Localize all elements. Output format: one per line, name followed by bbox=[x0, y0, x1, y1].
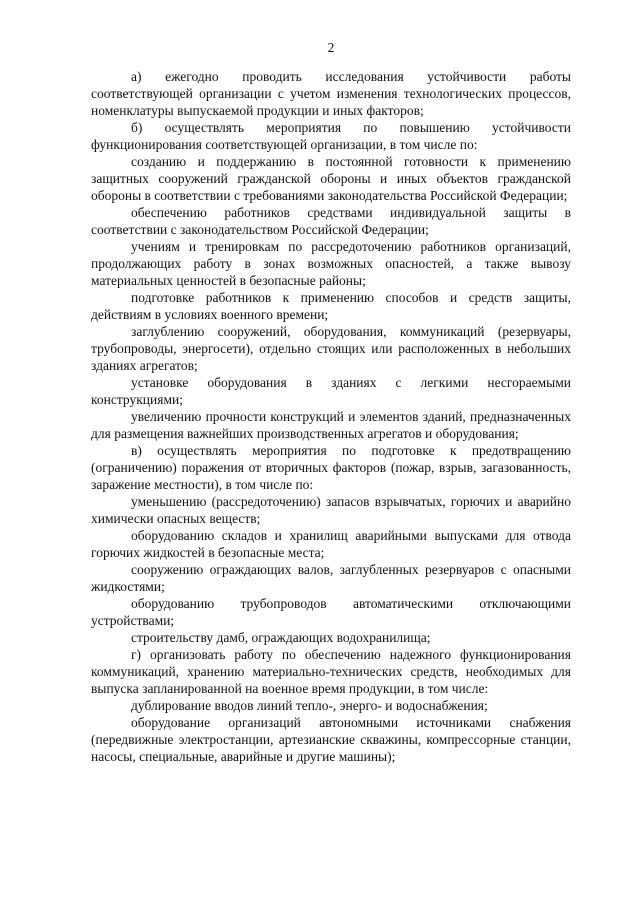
paragraph: в) осуществлять мероприятия по подготовке к предотвращению (ограничению) поражения от вторичных факторов (пожар, взрыв, загазованность, заражение местности), в том числе по: bbox=[91, 443, 571, 492]
paragraph: оборудованию складов и хранилищ аварийными выпусками для отвода горючих жидкостей в безопасные места; bbox=[91, 528, 571, 560]
paragraph: оборудование организаций автономными источниками снабжения (передвижные электростанции, артезианские скважины, компрессорные станции, насосы, специальные, аварийные и другие машины); bbox=[91, 715, 571, 764]
paragraph: учениям и тренировкам по рассредоточению работников организаций, продолжающих работу в зонах возможных опасностей, а также вывозу материальных ценностей в безопасные районы; bbox=[91, 239, 571, 288]
page-number: 2 bbox=[327, 40, 335, 55]
paragraph: обеспечению работников средствами индивидуальной защиты в соответствии с законодательством Российской Федерации; bbox=[91, 205, 571, 237]
paragraph: дублирование вводов линий тепло-, энерго- и водоснабжения; bbox=[131, 698, 488, 713]
document-body bbox=[91, 68, 571, 765]
paragraph: созданию и поддержанию в постоянной готовности к применению защитных сооружений гражданской обороны и иных объектов гражданской обороны в соответствии с требованиями законодательства Российской Федерации; bbox=[91, 154, 571, 203]
paragraph: б) осуществлять мероприятия по повышению устойчивости функционирования соответствующей организации, в том числе по: bbox=[91, 120, 571, 152]
paragraph: оборудованию трубопроводов автоматическими отключающими устройствами; bbox=[91, 596, 571, 628]
paragraph: уменьшению (рассредоточению) запасов взрывчатых, горючих и аварийно химически опасных веществ; bbox=[91, 494, 571, 526]
paragraph: установке оборудования в зданиях с легкими несгораемыми конструкциями; bbox=[91, 375, 571, 407]
paragraph: подготовке работников к применению способов и средств защиты, действиям в условиях военного времени; bbox=[91, 290, 571, 322]
paragraph: заглублению сооружений, оборудования, коммуникаций (резервуары, трубопроводы, энергосети), отдельно стоящих или расположенных в небольших зданиях агрегатов; bbox=[91, 324, 571, 373]
paragraph: а) ежегодно проводить исследования устойчивости работы соответствующей организации с учетом изменения технологических процессов, номенклатуры выпускаемой продукции и иных факторов; bbox=[91, 69, 571, 118]
paragraph: увеличению прочности конструкций и элементов зданий, предназначенных для размещения важнейших производственных агрегатов и оборудования; bbox=[91, 409, 571, 441]
paragraph: г) организовать работу по обеспечению надежного функционирования коммуникаций, хранению материально-технических средств, необходимых для выпуска запланированной на военное время продукции, в том числе: bbox=[91, 647, 571, 696]
paragraph: строительству дамб, ограждающих водохранилища; bbox=[131, 630, 431, 645]
paragraph: сооружению ограждающих валов, заглубленных резервуаров с опасными жидкостями; bbox=[91, 562, 571, 594]
